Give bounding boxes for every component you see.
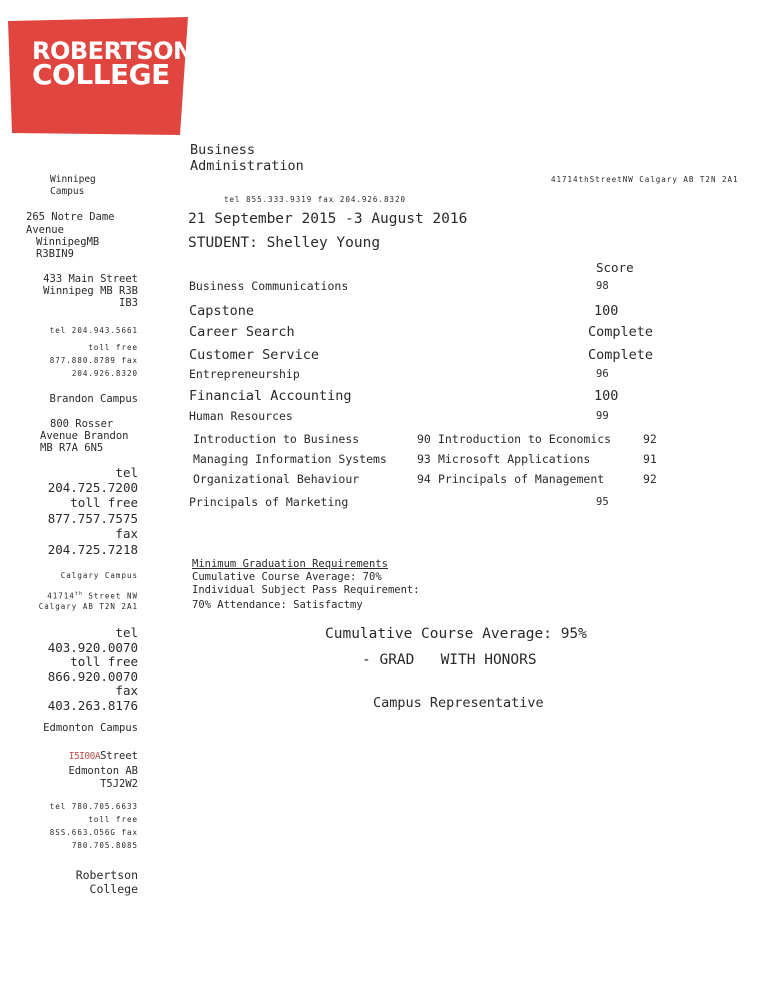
course-name: Introduction to Business [193,432,360,446]
winnipeg-address-line: WinnipegMB [36,236,100,248]
course-score: 90 [417,432,431,446]
course-score: 100 [594,303,619,319]
cumulative-average: Cumulative Course Average: 95% [325,626,587,642]
winnipeg-address-line: R3BIN9 [36,248,74,260]
calgary-address-line [47,591,138,601]
course-name: Human Resources [189,409,293,423]
logo-line2: COLLEGE [32,58,170,91]
calgary-street-suffix: th [74,591,83,597]
calgary-address-line: Calgary AB T2N 2A1 [38,602,138,611]
course-score: 92 [643,472,657,486]
edmonton-address-line [69,750,138,762]
winnipeg-address2-line: IB3 [119,297,138,309]
course-name: Microsoft Applications [438,452,591,466]
course-name: Principals of Marketing [189,495,349,509]
program-line2: Administration [190,158,304,174]
course-name: Principals of Management [438,472,605,486]
brandon-contact-line: 204.725.7200 [47,480,138,495]
winnipeg-address-line: 265 Notre Dame [26,211,115,223]
requirements-line: Individual Subject Pass Requirement: [192,584,420,596]
calgary-contact-line: 866.920.0070 [47,669,138,684]
winnipeg-address-line: Avenue [26,224,64,236]
winnipeg-campus-line: Campus [50,186,85,197]
score-header: Score [596,260,634,275]
calgary-contact-line: 403.920.0070 [47,640,138,655]
course-score: 94 [417,472,431,486]
grad-honors: - GRAD WITH HONORS [362,652,537,668]
brandon-campus-heading: Brandon Campus [49,393,138,405]
course-score: Complete [588,347,654,363]
brandon-contact-line: 204.725.7218 [47,542,138,557]
edmonton-contact-line: 8SS.663.O56G fax [49,828,138,837]
course-score: 95 [596,496,609,508]
course-name: Introduction to Economics [438,432,612,446]
edmonton-address-line: Edmonton AB [68,765,138,777]
winnipeg-campus-line: Winnipeg [50,174,96,185]
course-score: 99 [596,410,609,422]
course-name: Entrepreneurship [189,367,300,381]
course-name: Business Communications [189,279,349,293]
edmonton-contact-line: toll free [88,815,138,824]
course-score: 91 [643,452,657,466]
winnipeg-contact-line: 877.880.8789 fax [49,356,138,365]
campus-representative: Campus Representative [373,695,544,711]
winnipeg-contact-line: tel 204.943.5661 [49,326,138,335]
winnipeg-contact-line: toll free [88,343,138,352]
sidebar-footer-line: Robertson [75,868,138,882]
winnipeg-address2-line: 433 Main Street [43,273,138,285]
calgary-campus-heading: Calgary Campus [60,571,138,580]
requirements-line: 70% Attendance: Satisfactmy [192,599,363,611]
course-name: Organizational Behaviour [193,472,360,486]
course-name: Managing Information Systems [193,452,387,466]
calgary-contact-line: 403.263.8176 [47,698,138,713]
course-name: Capstone [189,303,255,319]
edmonton-street: Street [100,750,138,762]
edmonton-contact-line: 780.705.8085 [71,841,138,850]
calgary-street-name: Street NW [82,591,138,601]
requirements-title: Minimum Graduation Requirements [192,558,388,570]
brandon-contact-line: fax [115,526,138,541]
brandon-address-line: 800 Rosser [50,418,114,430]
header-address: 41714thStreetNW Calgary AB T2N 2A1 [551,175,739,184]
program-line1: Business [190,142,256,158]
brandon-contact-line: toll free [70,495,138,510]
edmonton-street-stamp: I5I00A [68,751,101,762]
edmonton-contact-line: tel 780.705.6633 [49,802,138,811]
brandon-address-line: MB R7A 6N5 [40,442,104,454]
calgary-contact-line: fax [115,683,138,698]
edmonton-address-line: T5J2W2 [100,778,138,790]
program-dates: 21 September 2015 -3 August 2016 [188,211,468,227]
course-score: 100 [594,388,619,404]
course-score: 98 [596,280,609,292]
course-name: Customer Service [189,347,320,363]
header-contact: tel 855.333.9319 fax 204.926.8320 [224,195,407,204]
logo-line1: ROBERTSON [32,37,193,65]
brandon-address-line: Avenue Brandon [40,430,129,442]
course-score: 93 [417,452,431,466]
edmonton-campus-heading: Edmonton Campus [43,722,138,734]
requirements-line: Cumulative Course Average: 70% [192,571,382,583]
course-score: 96 [596,368,609,380]
brandon-contact-line: tel [115,465,138,480]
robertson-college-logo [8,17,193,135]
brandon-contact-line: 877.757.7575 [47,511,138,526]
course-name: Financial Accounting [189,388,352,404]
sidebar-footer-line: College [89,882,138,896]
calgary-street-number: 41714 [47,591,75,601]
calgary-contact-line: tel [115,625,138,640]
student-name: STUDENT: Shelley Young [188,235,381,251]
winnipeg-contact-line: 204.926.8320 [71,369,138,378]
winnipeg-address2-line: Winnipeg MB R3B [43,285,138,297]
course-name: Career Search [189,324,295,340]
course-score: 92 [643,432,657,446]
calgary-contact-line: toll free [70,654,138,669]
course-score: Complete [588,324,654,340]
